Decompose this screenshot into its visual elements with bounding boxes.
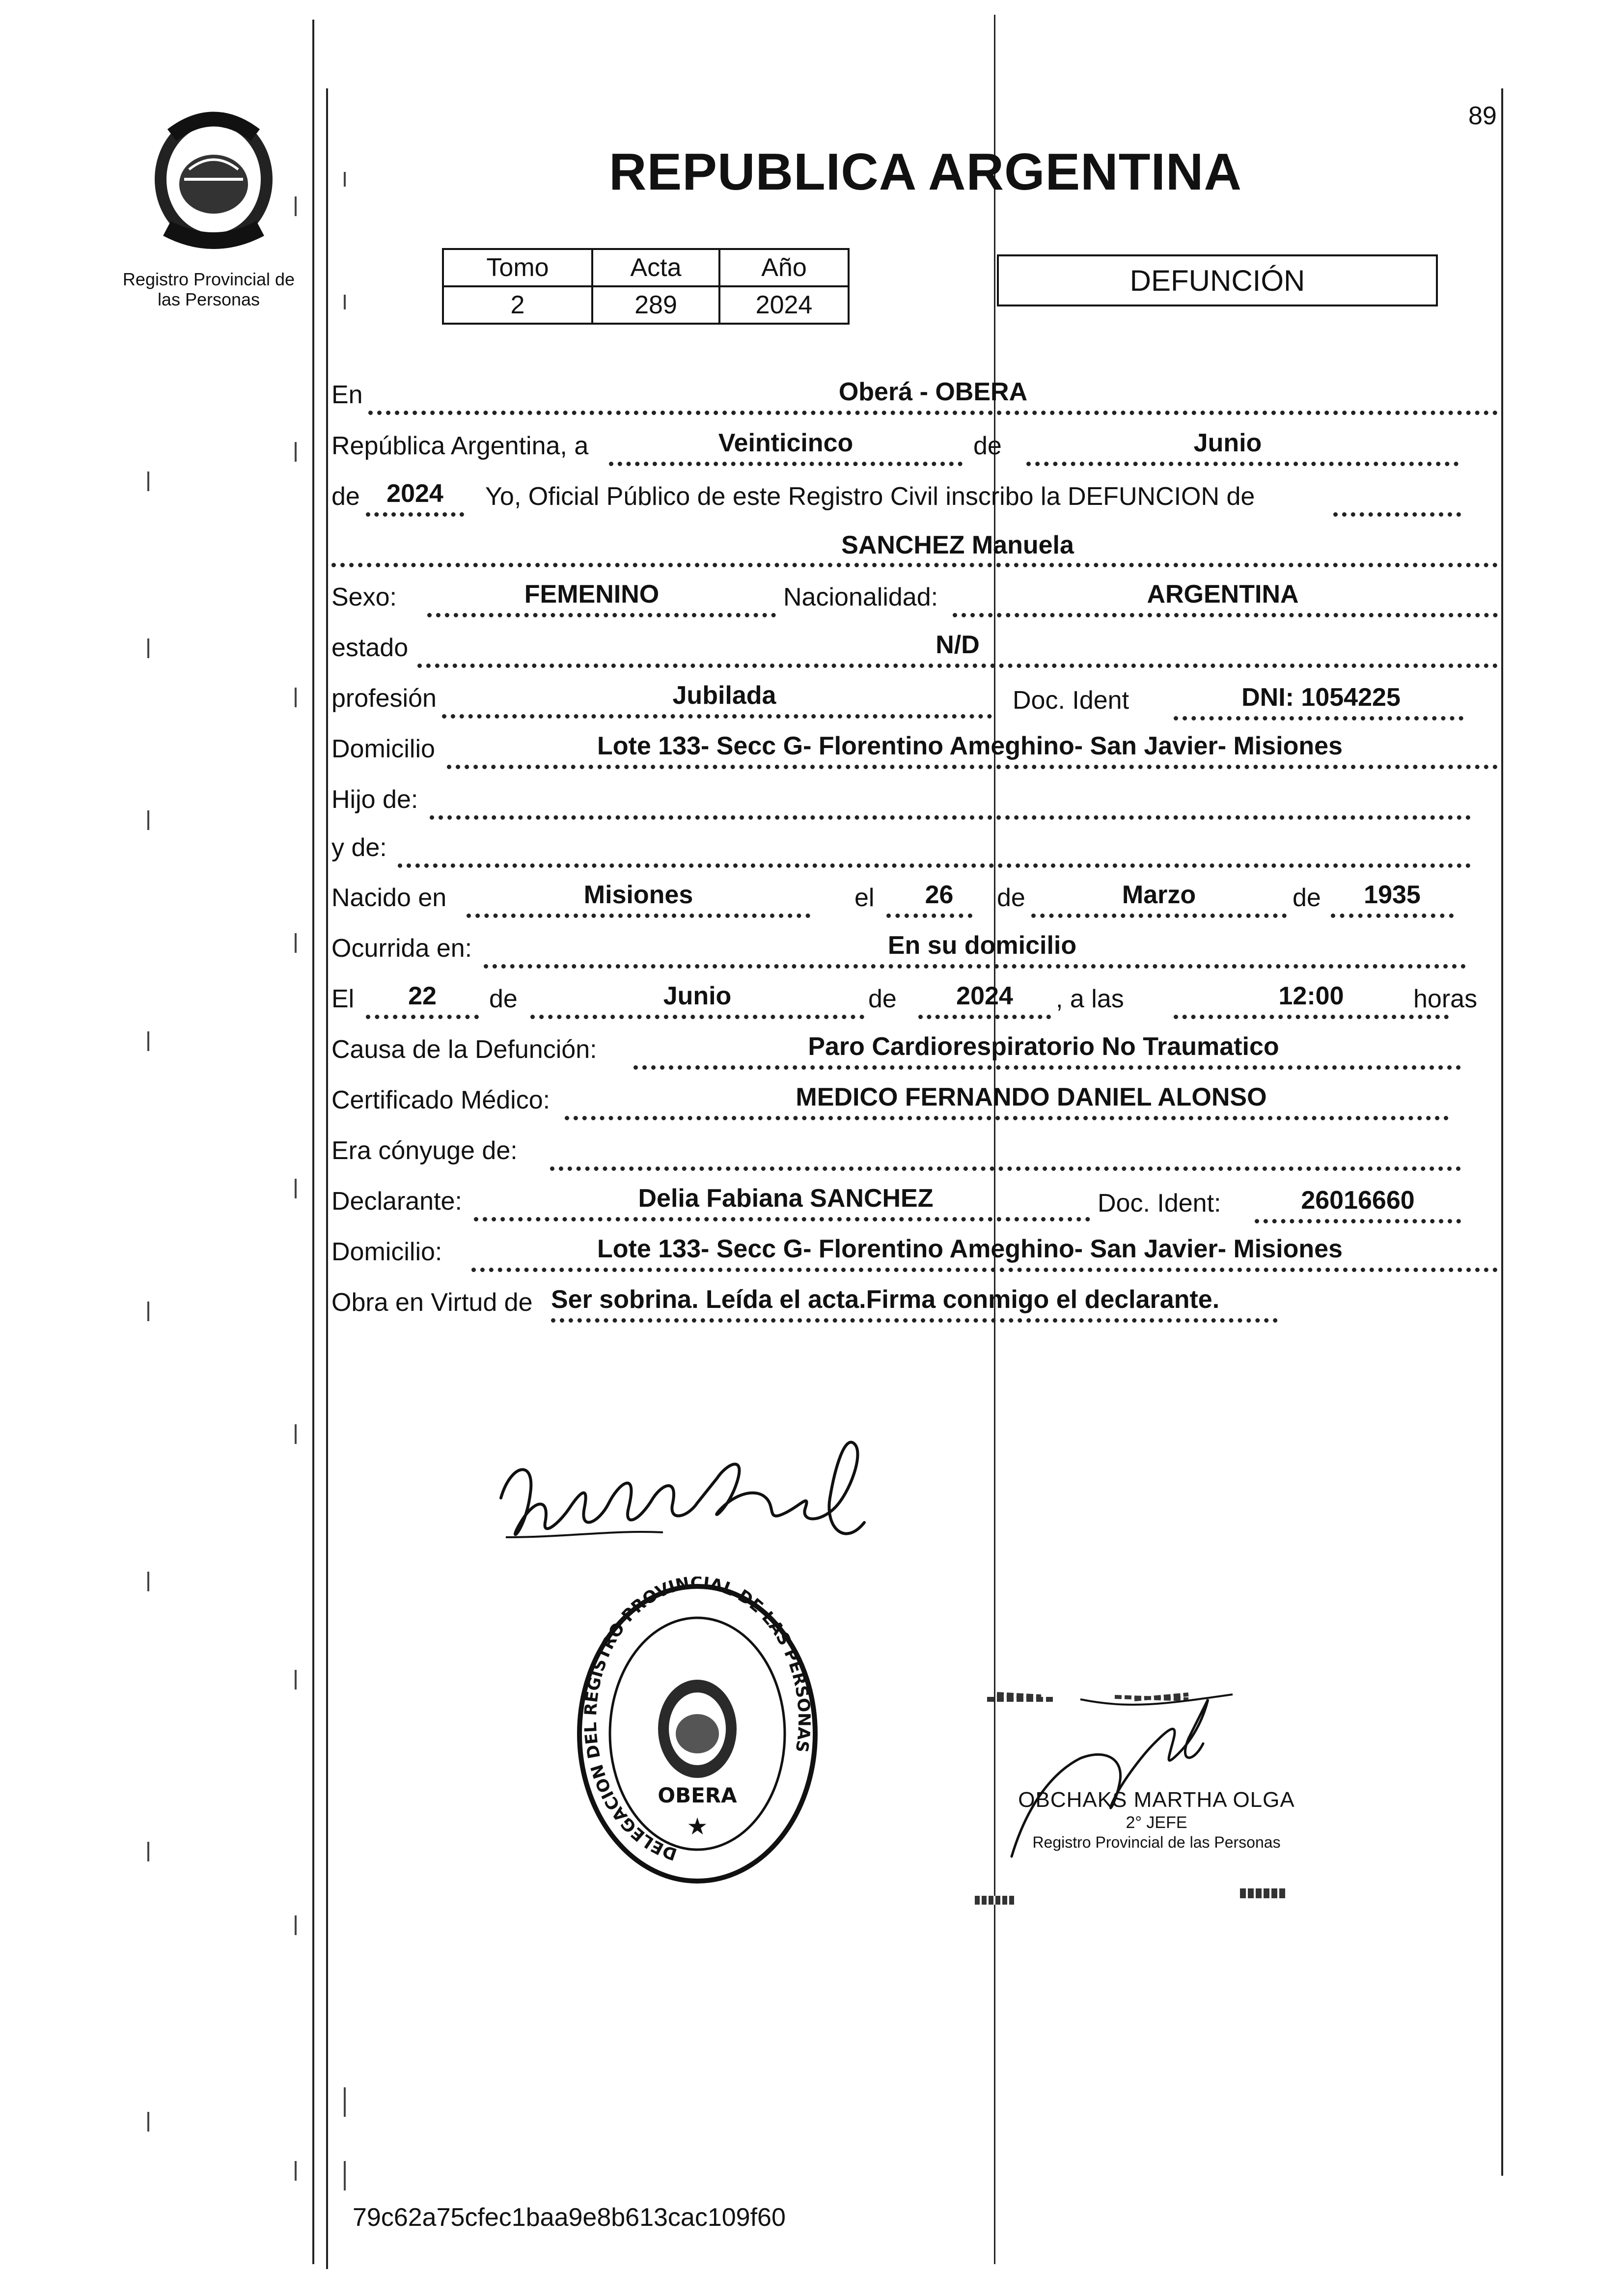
year-line bbox=[366, 512, 464, 517]
nacionalidad-line bbox=[953, 613, 1498, 617]
hijo-label: Hijo de: bbox=[331, 785, 418, 814]
alas-label: , a las bbox=[1056, 985, 1124, 1013]
ocurrida-line bbox=[484, 964, 1466, 969]
declarante-line bbox=[474, 1217, 1090, 1221]
office-label-line1: Registro Provincial de bbox=[122, 269, 295, 289]
acta-header: Acta bbox=[592, 249, 719, 286]
right-margin-rule bbox=[1501, 88, 1503, 2176]
record-type-label: DEFUNCIÓN bbox=[1129, 264, 1305, 297]
office-label-line2: las Personas bbox=[157, 289, 260, 310]
birth-day: 26 bbox=[925, 881, 954, 909]
causa-label: Causa de la Defunción: bbox=[331, 1035, 597, 1064]
obra-line bbox=[551, 1318, 1278, 1323]
stamp-star-icon: ★ bbox=[687, 1814, 708, 1840]
birth-month: Marzo bbox=[1122, 881, 1196, 909]
death-month: Junio bbox=[663, 982, 732, 1010]
scribble-mark-right bbox=[1240, 1888, 1287, 1898]
profesion-line bbox=[442, 714, 992, 719]
death-day-line bbox=[366, 1015, 479, 1019]
decl-doc-value: 26016660 bbox=[1301, 1186, 1415, 1215]
birth-year: 1935 bbox=[1364, 881, 1421, 909]
decl-dom-label: Domicilio: bbox=[331, 1238, 442, 1266]
doc-label: Doc. Ident bbox=[1013, 686, 1129, 715]
sexo-value: FEMENINO bbox=[524, 580, 660, 609]
day-words-value: Veinticinco bbox=[718, 429, 853, 457]
stamp-city: OBERA bbox=[658, 1783, 737, 1807]
estado-label: estado bbox=[331, 634, 409, 662]
page-number: 89 bbox=[1468, 102, 1497, 130]
year-value: 2024 bbox=[386, 479, 443, 508]
name-line bbox=[331, 563, 1498, 567]
day-words-line bbox=[609, 462, 963, 466]
yde-label: y de: bbox=[331, 833, 387, 862]
sexo-label: Sexo: bbox=[331, 583, 397, 611]
official-office: Registro Provincial de las Personas bbox=[1032, 1833, 1281, 1851]
death-year: 2024 bbox=[956, 982, 1013, 1010]
decl-doc-line bbox=[1255, 1219, 1461, 1223]
ocurrida-value: En su domicilio bbox=[887, 931, 1077, 960]
official-block bbox=[985, 1788, 1328, 1852]
official-signature bbox=[958, 1680, 1311, 1886]
ocurrida-label: Ocurrida en: bbox=[331, 934, 472, 963]
footer-hash: 79c62a75cfec1baa9e8b613cac109f60 bbox=[353, 2203, 786, 2232]
deceased-name: SANCHEZ Manuela bbox=[841, 531, 1074, 559]
domicilio-value: Lote 133- Secc G- Florentino Ameghino- San Javier- Misiones bbox=[597, 732, 1343, 760]
el-label: el bbox=[854, 884, 875, 912]
cert-line bbox=[565, 1116, 1449, 1120]
death-month-line bbox=[530, 1015, 864, 1019]
obra-value: Ser sobrina. Leída el acta.Firma conmigo el declarante. bbox=[551, 1285, 1220, 1314]
month-line bbox=[1026, 462, 1459, 466]
nacido-line bbox=[467, 914, 810, 918]
estado-value: N/D bbox=[936, 631, 980, 659]
conyuge-label: Era cónyuge de: bbox=[331, 1136, 518, 1165]
horas-label: horas bbox=[1413, 985, 1478, 1013]
estado-line bbox=[417, 664, 1498, 668]
nacido-value: Misiones bbox=[583, 881, 693, 909]
scribble-mark-left bbox=[975, 1896, 1014, 1905]
anio-header: Año bbox=[719, 249, 849, 286]
officer-text: Yo, Oficial Público de este Registro Civil inscribo la DEFUNCION de bbox=[485, 482, 1255, 511]
decl-dom-line bbox=[471, 1268, 1498, 1272]
tomo-value: 2 bbox=[443, 286, 592, 324]
hijo-line bbox=[430, 815, 1471, 820]
anio-value: 2024 bbox=[719, 286, 849, 324]
declarante-label: Declarante: bbox=[331, 1187, 462, 1216]
reference-header-row bbox=[443, 249, 849, 286]
doc-value: DNI: 1054225 bbox=[1241, 683, 1401, 712]
reference-value-row bbox=[443, 286, 849, 324]
decl-doc-label: Doc. Ident: bbox=[1098, 1189, 1221, 1218]
official-name: OBCHAKS MARTHA OLGA bbox=[1018, 1788, 1295, 1812]
acta-value: 289 bbox=[592, 286, 719, 324]
cert-label: Certificado Médico: bbox=[331, 1086, 551, 1114]
en-label: En bbox=[331, 381, 363, 409]
el-cap-label: El bbox=[331, 985, 355, 1013]
death-de-label: de bbox=[489, 985, 518, 1013]
page-title: REPUBLICA ARGENTINA bbox=[609, 143, 1242, 201]
cert-value: MEDICO FERNANDO DANIEL ALONSO bbox=[796, 1083, 1267, 1111]
officer-line-end bbox=[1333, 512, 1461, 517]
death-day: 22 bbox=[408, 982, 437, 1010]
profesion-label: profesión bbox=[331, 684, 437, 713]
death-time: 12:00 bbox=[1278, 982, 1344, 1010]
declarante-value: Delia Fabiana SANCHEZ bbox=[638, 1184, 934, 1213]
death-time-line bbox=[1174, 1015, 1449, 1019]
nacionalidad-value: ARGENTINA bbox=[1147, 580, 1299, 609]
de-label-2: de bbox=[331, 482, 360, 511]
stamp-ring-text: DELEGACION DEL REGISTRO PROVINCIAL DE LAS PERSONAS bbox=[580, 1577, 814, 1864]
left-margin-rule-inner bbox=[326, 88, 328, 2269]
province-seal-icon bbox=[142, 106, 285, 253]
office-label bbox=[113, 269, 304, 310]
record-type-box bbox=[997, 254, 1438, 306]
doc-line bbox=[1174, 716, 1463, 720]
sexo-line bbox=[427, 613, 776, 617]
domicilio-line bbox=[447, 765, 1498, 769]
birth-month-line bbox=[1031, 914, 1287, 918]
death-year-line bbox=[918, 1015, 1051, 1019]
birth-de-label: de bbox=[997, 884, 1025, 912]
declarant-signature bbox=[491, 1424, 884, 1581]
decl-dom-value: Lote 133- Secc G- Florentino Ameghino- San Javier- Misiones bbox=[597, 1235, 1343, 1263]
center-fold-line bbox=[994, 15, 995, 2264]
nacionalidad-label: Nacionalidad: bbox=[783, 583, 938, 611]
birth-de-label-2: de bbox=[1293, 884, 1321, 912]
month-value: Junio bbox=[1193, 429, 1262, 457]
profesion-value: Jubilada bbox=[672, 681, 776, 710]
obra-label: Obra en Virtud de bbox=[331, 1288, 533, 1317]
birth-day-line bbox=[886, 914, 972, 918]
death-de-label-2: de bbox=[868, 985, 897, 1013]
de-label: de bbox=[973, 432, 1002, 460]
republic-label: República Argentina, a bbox=[331, 432, 589, 460]
nacido-label: Nacido en bbox=[331, 884, 447, 912]
delegation-stamp bbox=[570, 1577, 825, 1891]
city-line bbox=[368, 411, 1498, 415]
conyuge-line bbox=[550, 1166, 1461, 1171]
official-rank: 2° JEFE bbox=[1126, 1813, 1187, 1832]
birth-year-line bbox=[1331, 914, 1454, 918]
city-value: Oberá - OBERA bbox=[838, 378, 1028, 406]
left-margin-rule bbox=[312, 20, 314, 2264]
causa-value: Paro Cardiorespiratorio No Traumatico bbox=[808, 1032, 1279, 1061]
domicilio-label: Domicilio bbox=[331, 735, 435, 763]
causa-line bbox=[633, 1065, 1461, 1070]
reference-table bbox=[442, 248, 850, 325]
tomo-header: Tomo bbox=[443, 249, 592, 286]
yde-line bbox=[398, 863, 1471, 868]
